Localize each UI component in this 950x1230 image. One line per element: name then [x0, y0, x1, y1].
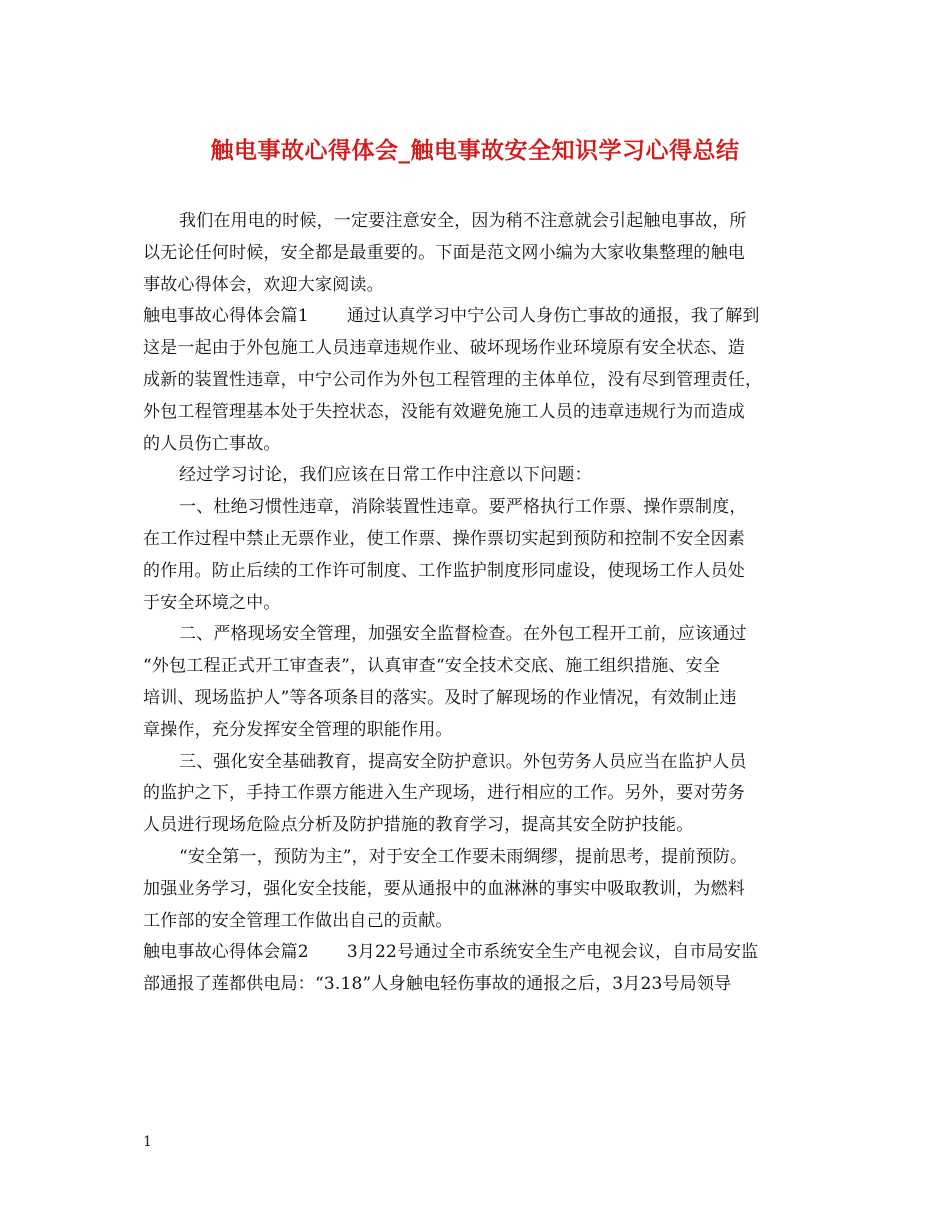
text-line-content: 人员进行现场危险点分析及防护措施的教育学习，提高其安全防护技能。: [143, 815, 694, 836]
text-line-content: 我们在用电的时候，一定要注意安全，因为稍不注意就会引起触电事故，所: [179, 211, 747, 231]
text-line-content: 触电事故心得体会篇1: [143, 306, 309, 327]
text-line-content: 培训、现场监护人”等各项条目的落实。及时了解现场的作业情况，有效制止违: [143, 687, 737, 708]
text-line: [143, 492, 823, 524]
text-line: [143, 937, 823, 969]
text-line-content: “安全第一，预防为主”，对于安全工作要未雨绸缪，提前思考，提前预防。: [179, 846, 748, 867]
text-line-tail: 3月22号通过全市系统安全生产电视会议，自市局安监: [346, 942, 759, 963]
text-line: [143, 810, 823, 842]
text-line: [143, 683, 823, 715]
text-line: [143, 238, 823, 270]
text-line-content: 的监护之下，手持工作票方能进入生产现场，进行相应的工作。另外，要对劳务: [143, 783, 745, 804]
text-line: [143, 651, 823, 683]
text-line: [143, 556, 823, 588]
text-line-content: 成新的装置性违章，中宁公司作为外包工程管理的主体单位，没有尽到管理责任，: [143, 369, 763, 390]
document-body: [143, 206, 823, 1001]
text-line-content: 加强业务学习，强化安全技能，要从通报中的血淋淋的事实中吸取教训，为燃料: [143, 878, 745, 899]
text-line: [143, 619, 823, 651]
text-line-content: 部通报了莲都供电局：“3.18”人身触电轻伤事故的通报之后，3月23号局领导: [143, 974, 732, 995]
text-line-tail: 通过认真学习中宁公司人身伤亡事故的通报，我了解到: [346, 306, 760, 327]
text-line-content: 于安全环境之中。: [143, 592, 281, 613]
text-line: [143, 906, 823, 938]
text-line: [143, 524, 823, 556]
text-line-content: 的人员伤亡事故。: [143, 433, 281, 454]
text-line: [143, 333, 823, 365]
text-line-content: 以无论任何时候，安全都是最重要的。下面是范文网小编为大家收集整理的触电: [143, 242, 745, 263]
document-title: 触电事故心得体会_触电事故安全知识学习心得总结: [210, 138, 740, 164]
text-line: [143, 588, 823, 620]
text-line: [143, 429, 823, 461]
text-line: [143, 301, 823, 333]
text-line-content: 在工作过程中禁止无票作业，使工作票、操作票切实起到预防和控制不安全因素: [143, 528, 745, 549]
text-line-content: 三、强化安全基础教育，提高安全防护意识。外包劳务人员应当在监护人员: [179, 751, 747, 772]
text-line-content: 工作部的安全管理工作做出自己的贡献。: [143, 910, 453, 931]
text-line: [143, 460, 823, 492]
text-line-content: 二、严格现场安全管理，加强安全监督检查。在外包工程开工前，应该通过: [179, 624, 747, 645]
text-line-content: 外包工程管理基本处于失控状态，没能有效避免施工人员的违章违规行为而造成: [143, 401, 745, 422]
text-line: [143, 206, 823, 238]
text-line: [143, 270, 823, 302]
text-line-content: 章操作，充分发挥安全管理的职能作用。: [143, 719, 453, 740]
text-line: [143, 969, 823, 1001]
text-line: [143, 874, 823, 906]
text-line-content: 的作用。防止后续的工作许可制度、工作监护制度形同虚设，使现场工作人员处: [143, 560, 745, 581]
text-line: [143, 778, 823, 810]
text-line-content: 一、杜绝习惯性违章，消除装置性违章。要严格执行工作票、操作票制度，: [179, 497, 747, 518]
text-line-content: 经过学习讨论，我们应该在日常工作中注意以下问题：: [179, 465, 592, 486]
text-line: [143, 715, 823, 747]
text-line: [143, 397, 823, 429]
text-line-content: “外包工程正式开工审查表”，认真审查“安全技术交底、施工组织措施、安全: [143, 656, 721, 677]
text-line-content: 事故心得体会，欢迎大家阅读。: [143, 274, 384, 295]
text-line: [143, 842, 823, 874]
text-line-content: 这是一起由于外包施工人员违章违规作业、破坏现场作业环境原有安全状态、造: [143, 338, 745, 359]
text-line-content: 触电事故心得体会篇2: [143, 942, 309, 963]
page-number: 1: [143, 1134, 152, 1150]
text-line: [143, 747, 823, 779]
text-line: [143, 365, 823, 397]
